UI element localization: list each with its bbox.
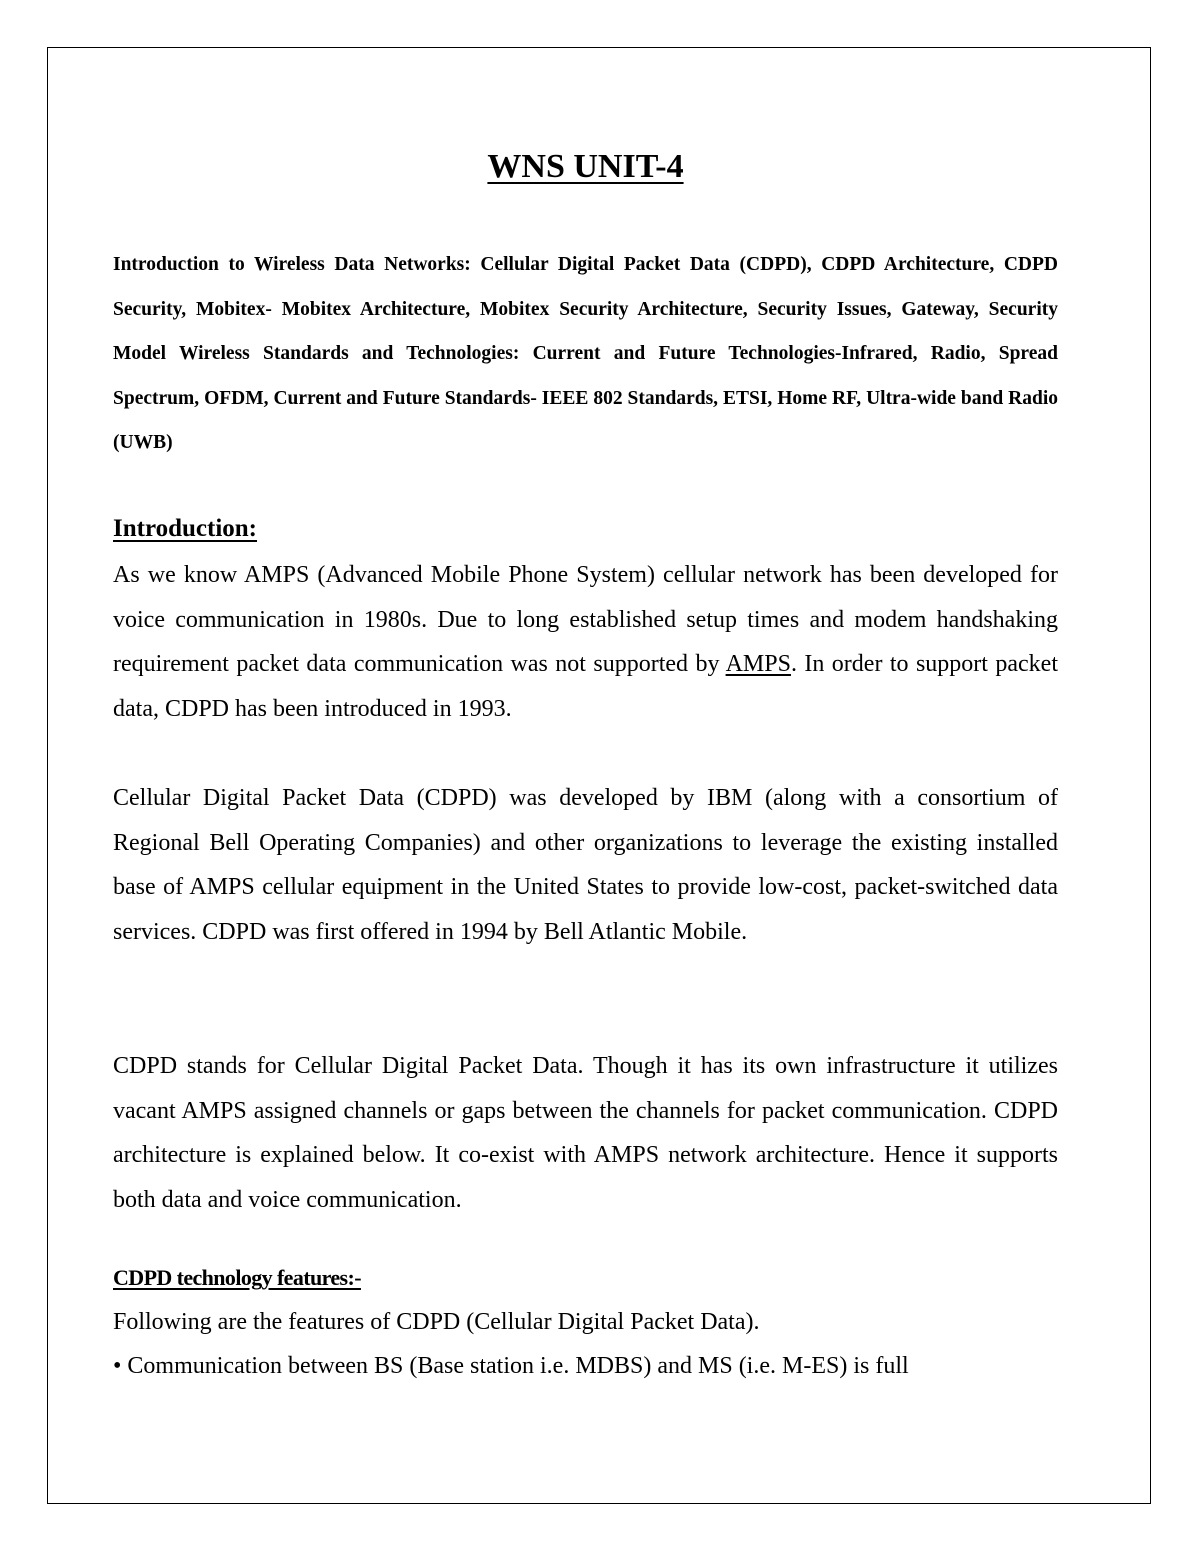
amps-link[interactable]: AMPS (725, 651, 791, 678)
features-intro-text: Following are the features of CDPD (Cellular Digital Packet Data). (113, 1309, 760, 1335)
features-heading: CDPD technology features:- (113, 1265, 361, 1290)
introduction-paragraph-3: CDPD stands for Cellular Digital Packet Data. Though it has its own infrastructure it utilizes vacant AMPS assigned channels or gaps between the channels for packet communication. CDPD architecture is explained below. It co-exist with AMPS network architecture. Hence it supports both data and voice communication. (113, 1053, 1058, 1213)
feature-bullet-item: • Communication between BS (Base station i.e. MDBS) and MS (i.e. M-ES) is full (113, 1353, 909, 1379)
introduction-heading: Introduction: (113, 515, 258, 542)
paragraph-1-text-before-link: As we know AMPS (Advanced Mobile Phone System) cellular network has been developed for voice communication in 1980s. Due to long established setup times and modem handshaking requirement packet data communication was not supported by (113, 562, 1058, 678)
syllabus-text: Introduction to Wireless Data Networks: Cellular Digital Packet Data (CDPD), CDPD Architecture, CDPD Security, Mobitex- Mobitex Architecture, Mobitex Security Architecture, Security Issues, Gateway, Security Model Wireless Standards and Technologies: Current and Future Technologies-Infrared, Radio, Spread Spectrum, OFDM, Current and Future Standards- IEEE 802 Standards, ETSI, Home RF, Ultra-wide band Radio (UWB) (113, 254, 1058, 454)
introduction-paragraph-1 (113, 553, 1058, 731)
introduction-paragraph-2: Cellular Digital Packet Data (CDPD) was developed by IBM (along with a consortium of Regional Bell Operating Companies) and other organizations to leverage the existing installed base of AMPS cellular equipment in the United States to provide low-cost, packet-switched data services. CDPD was first offered in 1994 by Bell Atlantic Mobile. (113, 785, 1058, 945)
paragraph-1-text-after-link: . In order to support packet data, CDPD has been introduced in 1993. (113, 651, 1059, 722)
page-title: WNS UNIT-4 (487, 148, 684, 185)
